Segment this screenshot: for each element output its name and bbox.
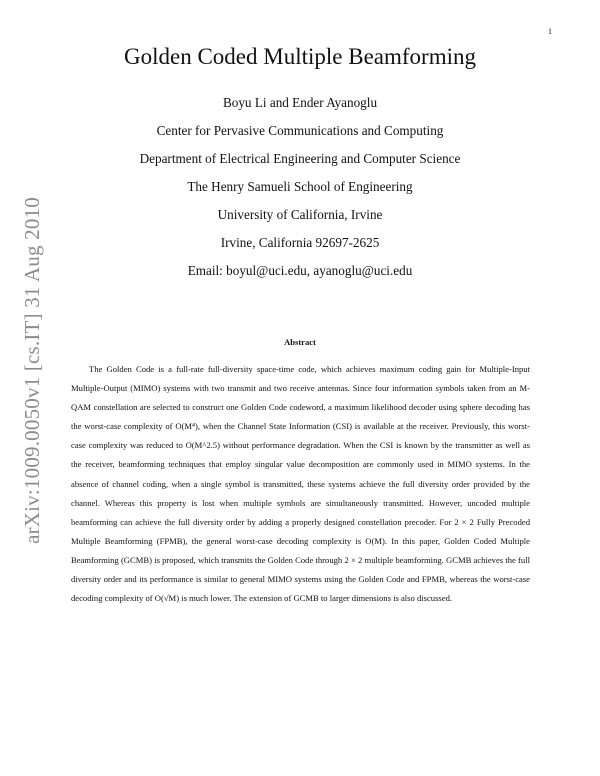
abstract-heading: Abstract (284, 337, 316, 347)
affiliation-line-2: Department of Electrical Engineering and Computer Science (139, 151, 461, 166)
page-number: 1 (548, 27, 552, 36)
affiliation-line-5: Irvine, California 92697-2625 (220, 235, 380, 250)
affiliation-line-4: University of California, Irvine (217, 207, 383, 222)
arxiv-identifier-text: arXiv:1009.0050v1 [cs.IT] 31 Aug 2010 (19, 196, 44, 544)
author-email: Email: boyul@uci.edu, ayanoglu@uci.edu (187, 263, 413, 278)
paper-title: Golden Coded Multiple Beamforming (124, 44, 476, 69)
affiliation-line-1: Center for Pervasive Communications and Computing (156, 123, 444, 138)
affiliation-line-3: The Henry Samueli School of Engineering (187, 179, 413, 194)
authors: Boyu Li and Ender Ayanoglu (222, 95, 378, 110)
abstract-text: The Golden Code is a full-rate full-diversity space-time code, which achieves maximum coding gain for Multiple-Input Multiple-Output (MIMO) systems with two transmit and two receive antennas. Since four information symbols taken from an M-QAM constellation are selected to construct one Golden Code codeword, a maximum likelihood decoder using sphere decoding has the worst-case complexity of O(M⁴), when the Channel State Information (CSI) is available at the receiver. Previously, this worst-case complexity was reduced to O(M^2.5) without performance degradation. When the CSI is known by the transmitter as well as the receiver, beamforming techniques that employ singular value decomposition are commonly used in MIMO systems. In the absence of channel coding, when a single symbol is transmitted, these systems achieve the full diversity order provided by the channel. Whereas this property is lost when multiple symbols are simultaneously transmitted. However, uncoded multiple beamforming can achieve the full diversity order by adding a properly designed constellation precoder. For 2 × 2 Fully Precoded Multiple Beamforming (FPMB), the general worst-case decoding complexity is O(M). In this paper, Golden Coded Multiple Beamforming (GCMB) is proposed, which transmits the Golden Code through 2 × 2 multiple beamforming. GCMB achieves the full diversity order and its performance is similar to general MIMO systems using the Golden Code and FPMB, whereas the worst-case decoding complexity of O(√M) is much lower. The extension of GCMB to larger dimensions is also discussed. (71, 364, 530, 604)
